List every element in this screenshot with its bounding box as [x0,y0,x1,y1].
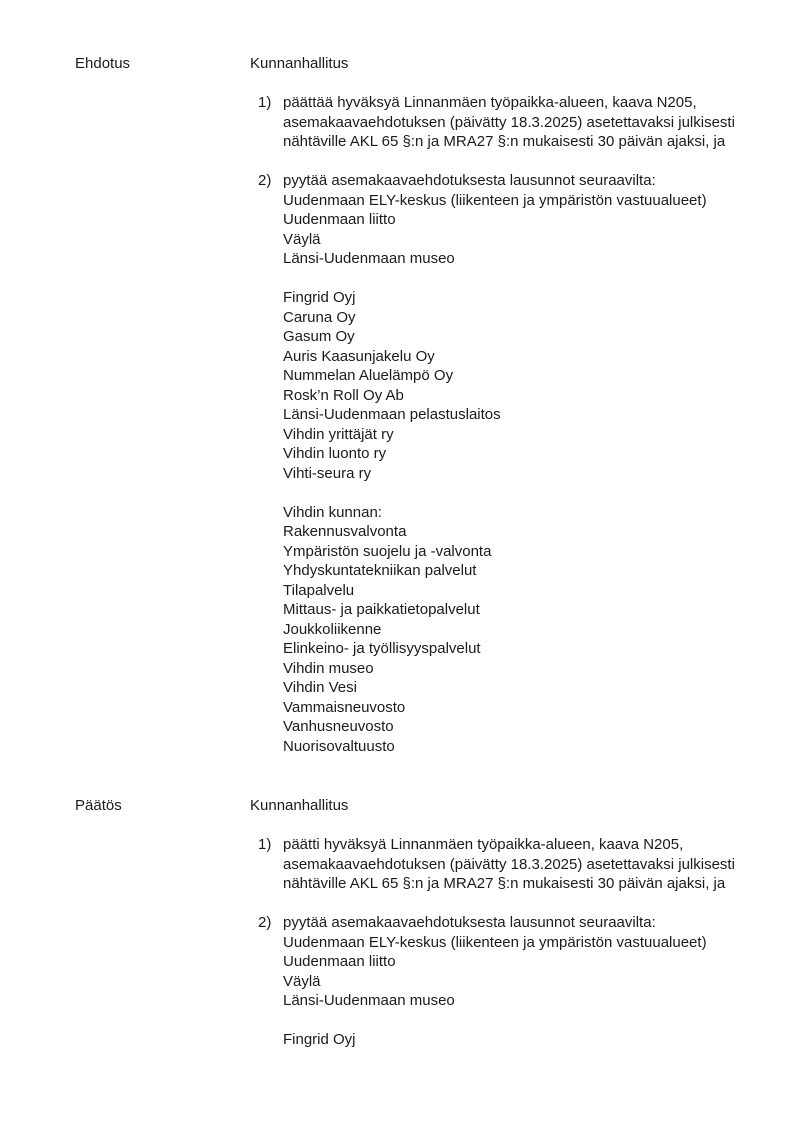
text-line: Fingrid Oyj [283,1031,356,1048]
numbered-item-1 [258,93,794,152]
section-label-paatos: Päätös [75,797,122,814]
text-line: asemakaavaehdotuksen (päivätty 18.3.2025) asetettavaksi julkisesti [283,113,735,131]
blank-line [250,816,794,836]
text-line: pyytää asemakaavaehdotuksesta lausunnot seuraavilta: [283,172,656,189]
text-line: Länsi-Uudenmaan museo [283,250,455,267]
blank-line [250,152,794,172]
text-line: Länsi-Uudenmaan pelastuslaitos [283,406,501,423]
text-line: nähtäville AKL 65 §:n ja MRA27 §:n mukaisesti 30 päivän ajaksi, ja [283,133,726,150]
section-paatos [75,796,794,1050]
text-line: Vihdin Vesi [283,679,357,696]
item-text [283,93,794,152]
text-line: Mittaus- ja paikkatietopalvelut [283,601,480,618]
section-content-paatos [250,796,794,1050]
text-line: Uudenmaan liitto [283,211,396,228]
text-line: päätti hyväksyä Linnanmäen työpaikka-alueen, kaava N205, [283,836,684,853]
text-line: Nummelan Aluelämpö Oy [283,367,454,384]
text-line: Vammaisneuvosto [283,698,406,716]
text-line: Vanhusneuvosto [283,718,394,735]
item-text [283,171,794,756]
text-line: Vihti-seura ry [283,464,372,482]
section-heading: Kunnanhallitus [250,55,349,72]
item-text [283,913,794,1050]
text-line: Länsi-Uudenmaan museo [283,992,455,1009]
text-line: nähtäville AKL 65 §:n ja MRA27 §:n mukaisesti 30 päivän ajaksi, ja [283,875,726,892]
blank-line [283,483,794,503]
text-line: Vihdin museo [283,659,374,677]
text-line: Vihdin yrittäjät ry [283,425,394,443]
item-number: 1) [258,836,272,853]
text-line: Ympäristön suojelu ja -valvonta [283,542,492,560]
text-line: Auris Kaasunjakelu Oy [283,347,435,365]
text-line: Caruna Oy [283,308,356,326]
item-number: 2) [258,172,272,189]
blank-line [250,894,794,914]
text-line: Vihdin kunnan: [283,503,382,521]
item-number: 1) [258,94,272,111]
text-line: päättää hyväksyä Linnanmäen työpaikka-alueen, kaava N205, [283,94,697,111]
text-line: Elinkeino- ja työllisyyspalvelut [283,640,481,657]
item-text [283,835,794,894]
text-line: asemakaavaehdotuksen (päivätty 18.3.2025) asetettavaksi julkisesti [283,855,735,873]
text-line: Rosk’n Roll Oy Ab [283,386,404,404]
text-line: Gasum Oy [283,328,355,345]
text-line: Rakennusvalvonta [283,523,407,540]
blank-line [283,269,794,289]
text-line: Joukkoliikenne [283,620,382,638]
item-number: 2) [258,914,272,931]
blank-line [250,74,794,94]
text-line: Uudenmaan liitto [283,953,396,970]
section-label-ehdotus: Ehdotus [75,55,131,72]
text-line: Vihdin luonto ry [283,445,387,462]
section-ehdotus [75,54,794,756]
text-line: Tilapalvelu [283,581,355,599]
section-heading: Kunnanhallitus [250,797,349,814]
text-line: Uudenmaan ELY-keskus (liikenteen ja ympäristön vastuualueet) [283,933,707,951]
text-line: Väylä [283,972,321,990]
text-line: pyytää asemakaavaehdotuksesta lausunnot seuraavilta: [283,914,656,931]
text-line: Yhdyskuntatekniikan palvelut [283,562,477,579]
numbered-item-1 [258,835,794,894]
text-line: Nuorisovaltuusto [283,737,395,755]
numbered-item-2 [258,913,794,1050]
blank-line [283,1011,794,1031]
text-line: Fingrid Oyj [283,289,356,306]
text-line: Uudenmaan ELY-keskus (liikenteen ja ympäristön vastuualueet) [283,191,707,209]
text-line: Väylä [283,230,321,248]
section-content-ehdotus [250,54,794,756]
numbered-item-2 [258,171,794,756]
